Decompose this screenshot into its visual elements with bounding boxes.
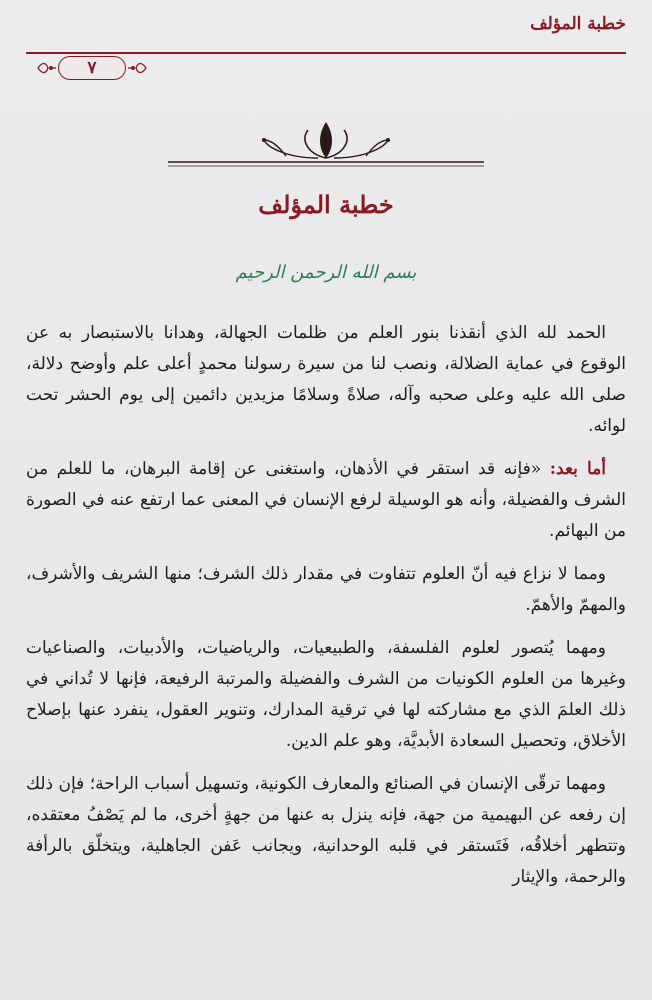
paragraph-text: الحمد لله الذي أنقذنا بنور العلم من ظلمات الجهالة، وهدانا بالاستبصار به عن الوقوع في عماية الضلالة، ونصب لنا من سيرة رسولنا محمدٍ أعلى علم وأوضح دلالة، صلى الله عليه وعلى صحبه وآله، صلاةً وسلامًا مزيدين دائمين إلى يوم الحشر تحت لوائه. bbox=[26, 323, 626, 436]
paragraph-text: ومهما يُتصور لعلوم الفلسفة، والطبيعيات، والرياضيات، والأدبيات، والصناعيات وغيرها من العلوم الكونيات من الشرف والفضيلة والمرتبة الرفيعة، فإنها لا تُداني في ذلك العلمَ الذي مع مشاركته لها في ترقية المدارك، وتنوير العقول، ينفرد عنها بإصلاح الأخلاق، وتحصيل السعادة الأبديَّة، وهو علم الدين. bbox=[26, 638, 626, 751]
paragraph bbox=[26, 559, 626, 621]
paragraph bbox=[26, 454, 626, 547]
running-title: خطبة المؤلف bbox=[530, 14, 626, 34]
body-text bbox=[26, 318, 626, 905]
paragraph bbox=[26, 318, 626, 442]
paragraph-text: ومما لا نزاع فيه أنّ العلوم تتفاوت في مقدار ذلك الشرف؛ منها الشريف والأشرف، والمهمّ والأهمّ. bbox=[26, 564, 626, 615]
paragraph-lead: أما بعد: bbox=[549, 459, 606, 479]
chapter-title: خطبة المؤلف bbox=[258, 190, 394, 219]
page-number bbox=[58, 56, 126, 80]
paragraph-text: ومهما ترقّى الإنسان في الصنائع والمعارف الكونية، وتسهيل أسباب الراحة؛ فإن ذلك إن رفعه عن البهيمية من جهة، فإنه ينزل به عنها من جهةٍ أخرى، ما لم يَصْفُ معتقده، وتتطهر أخلاقُه، فَتَستقر في قلبه الوحدانية، ويجانب عَفن الجاهلية، ويتخلّق بالرأفة والرحمة، والإيثار bbox=[26, 774, 626, 887]
flourish-icon bbox=[36, 60, 56, 76]
header-rule bbox=[26, 52, 626, 54]
paragraph-text: «فإنه قد استقر في الأذهان، واستغنى عن إقامة البرهان، ما للعلم من الشرف والفضيلة، وأنه هو الوسيلة لرفع الإنسان في المعنى عما ارتفع عنه في الصورة من البهائم. bbox=[26, 459, 626, 541]
flourish-icon bbox=[128, 60, 148, 76]
title-ornament-icon bbox=[168, 118, 484, 174]
paragraph bbox=[26, 633, 626, 757]
basmala: بسم الله الرحمن الرحيم bbox=[235, 262, 417, 283]
running-header bbox=[26, 12, 626, 38]
page-number-text: ٧ bbox=[87, 58, 97, 78]
paragraph bbox=[26, 769, 626, 893]
